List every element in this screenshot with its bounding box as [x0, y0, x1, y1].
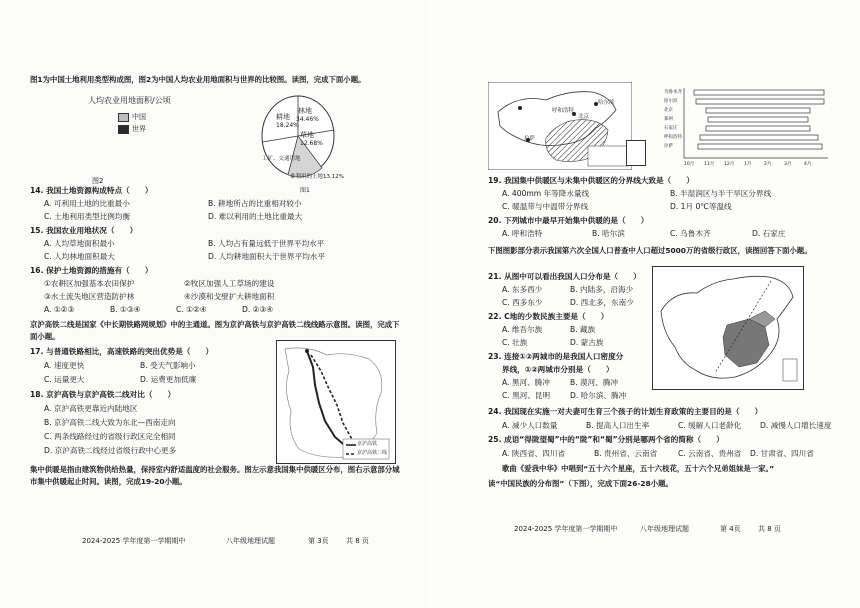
- q18-option-c[interactable]: C. 两条线路经过的省级行政区完全相同: [44, 432, 176, 441]
- q24-option-d[interactable]: D. 减慢人口增长速度: [760, 421, 832, 430]
- population-map-drawing: [653, 267, 803, 389]
- q23-option-a[interactable]: A. 黑河、腾冲: [502, 378, 550, 387]
- legend-label-china: 中国: [132, 113, 146, 121]
- map-legend-line-2: 京沪高铁二线: [357, 450, 388, 456]
- legend-world: [118, 124, 146, 134]
- q24-option-b[interactable]: B. 提高人口出生率: [586, 421, 650, 430]
- q23-stem-line-1: 23. 连接①②两城市的是我国人口密度分: [488, 352, 624, 361]
- q21-stem: 21. 从图中可以看出我国人口分布是（ ）: [488, 272, 641, 281]
- q25-option-c[interactable]: C. 云南省、贵州省: [678, 449, 742, 458]
- heating-axis-3: 12月: [724, 162, 735, 167]
- q23-option-c[interactable]: C. 黑河、昆明: [502, 391, 551, 400]
- q19-stem: 19. 我国集中供暖区与未集中供暖区的分界线大致是（ ）: [488, 176, 694, 185]
- map-legend-line-1: 京沪高铁: [357, 441, 378, 447]
- q25-stem: 25. 成语“得陇望蜀”中的“陇”和“蜀”分别是哪两个省的简称（ ）: [488, 435, 724, 444]
- pie-label-farmland: 耕地: [276, 113, 290, 121]
- map-label-harbin: 哈尔滨: [598, 100, 615, 106]
- heating-city-4: 郑州: [664, 117, 673, 122]
- q22-stem: 22. C地的少数民族主要是（ ）: [488, 312, 609, 321]
- heating-city-7: 拉萨: [664, 144, 673, 149]
- page3-intro-2: 京沪高铁二线是国家《中长期铁路网规划》中的主通道。图为京沪高铁与京沪高铁二线线路示意图。读图，完成下面小题。: [30, 320, 400, 341]
- heating-period-chart: [662, 84, 832, 172]
- footer-subject: 八年级地理试题: [226, 537, 275, 545]
- q17-option-b[interactable]: B. 受天气影响小: [140, 361, 196, 370]
- q14-stem: 14. 我国土地资源构成特点（ ）: [30, 186, 153, 195]
- q19-option-a[interactable]: A. 400mm 年等降水量线: [502, 189, 590, 198]
- legend-swatch-china: [118, 113, 129, 122]
- heating-city-6: 呼和浩特: [664, 135, 682, 140]
- q16-item-4: ④沙漠和戈壁扩大耕地面积: [184, 292, 275, 301]
- map-label-beijing: 北京: [578, 114, 590, 120]
- footer-total: 共 8 页: [758, 525, 781, 533]
- q21-option-c[interactable]: C. 西多东少: [502, 298, 543, 307]
- q14-option-b[interactable]: B. 耕地所占的比重相对较小: [208, 199, 302, 208]
- population-map: [652, 266, 804, 390]
- heating-axis-7: 4月: [804, 162, 812, 167]
- song-intro: 歌曲《爱我中华》中唱到“五十六个星座，五十六枝花，五十六个兄弟姐妹是一家。”: [502, 464, 775, 473]
- q14-option-d[interactable]: D. 难以利用的土地比重最大: [208, 212, 303, 221]
- heating-axis-4: 1月: [744, 162, 752, 167]
- legend-label-world: 世界: [132, 125, 146, 133]
- railway-map: [276, 340, 396, 464]
- q15-option-b[interactable]: B. 人均占有量远低于世界平均水平: [208, 239, 325, 248]
- q22-option-b[interactable]: B. 藏族: [570, 325, 596, 334]
- heating-city-5: 石家庄: [664, 126, 678, 131]
- q16-option-b[interactable]: B. ①③④: [110, 305, 141, 314]
- q15-option-a[interactable]: A. 人均草地面积最小: [44, 239, 115, 248]
- q21-option-d[interactable]: D. 西北多，东南少: [570, 298, 634, 307]
- song-intro-2: 读“中国民族的分布图”（下图），完成下面26-28小题。: [488, 479, 673, 488]
- page4-intro: 下图图影部分表示我国第六次全国人口普查中人口超过5000万的省级行政区，读图回答下面小题。: [488, 246, 812, 255]
- pie-label-forest: 林地: [298, 107, 312, 115]
- footer-page: 第 4页: [720, 525, 741, 533]
- q24-option-c[interactable]: C. 缓解人口老龄化: [678, 421, 742, 430]
- footer-term: 2024-2025 学年度第一学期期中: [514, 525, 618, 533]
- q22-option-a[interactable]: A. 维吾尔族: [502, 325, 543, 334]
- page3-intro-3: 集中供暖是指由建筑物供给热量，保持室内舒适温度的社会服务。图左示意我国集中供暖区分布，图右示意部分城市集中供暖起止时间。读图，完成19-20小题。: [30, 465, 400, 486]
- q22-option-c[interactable]: C. 壮族: [502, 338, 528, 347]
- q16-option-d[interactable]: D. ②③④: [242, 305, 274, 314]
- heating-axis-5: 2月: [764, 162, 772, 167]
- q20-stem: 20. 下列城市中最早开始集中供暖的是（ ）: [488, 216, 649, 225]
- q19-option-b[interactable]: B. 半湿润区与半干旱区分界线: [670, 189, 772, 198]
- heating-axis-6: 3月: [784, 162, 792, 167]
- footer-term: 2024-2025 学年度第一学期期中: [82, 537, 186, 545]
- legend-china: [118, 112, 146, 122]
- heating-city-2: 哈尔滨: [664, 99, 678, 104]
- q20-option-c[interactable]: C. 乌鲁木齐: [670, 229, 711, 238]
- footer-page: 第 3页: [308, 537, 329, 545]
- q25-option-d[interactable]: D. 甘肃省、四川省: [750, 449, 814, 458]
- q19-option-d[interactable]: D. 1月 0℃等温线: [670, 202, 732, 211]
- pie-value-farmland: 18.24%: [276, 122, 299, 129]
- q25-option-a[interactable]: A. 陕西省、四川省: [502, 449, 566, 458]
- q20-option-d[interactable]: D. 石家庄: [752, 229, 786, 238]
- q20-option-a[interactable]: A. 呼和浩特: [502, 229, 543, 238]
- q14-option-c[interactable]: C. 土地利用类型比例均衡: [44, 212, 131, 221]
- pie-note-industrial: 工矿、交通用地: [262, 156, 301, 162]
- railway-map-drawing: [277, 341, 395, 463]
- pie-value-grass: 12.68%: [300, 140, 323, 147]
- q16-stem: 16. 保护土地资源的措施有（ ）: [30, 266, 153, 275]
- q17-option-d[interactable]: D. 运费更加低廉: [140, 375, 197, 384]
- q18-option-b[interactable]: B. 京沪高铁二线大致为东北—西南走向: [44, 418, 176, 427]
- q17-option-a[interactable]: A. 速度更快: [44, 361, 85, 370]
- q18-option-d[interactable]: D. 京沪高铁二线经过省级行政中心更多: [44, 446, 177, 455]
- q16-option-c[interactable]: C. ①②④: [176, 305, 207, 314]
- q24-stem: 24. 我国现在实施一对夫妻可生育三个孩子的计划生育政策的主要目的是（ ）: [488, 407, 763, 416]
- chart-title: 人均农业用地面积/公顷: [88, 96, 171, 105]
- heating-city-3: 北京: [664, 108, 673, 113]
- pie-note-unusable: 难利用的土地13.12%: [290, 174, 344, 180]
- footer-total: 共 8 页: [346, 537, 369, 545]
- q18-stem: 18. 京沪高铁与京沪高铁二线对比（ ）: [30, 390, 176, 399]
- pie-label-grass: 草地: [300, 131, 314, 139]
- exam-page-4: [430, 0, 860, 608]
- q15-option-d[interactable]: D. 人均耕地面积大于世界平均水平: [208, 252, 325, 261]
- q15-stem: 15. 我国农业用地状况（ ）: [30, 226, 138, 235]
- q16-item-3: ③水土流失地区营造防护林: [44, 292, 135, 301]
- figure-label-1: 图1: [300, 187, 310, 194]
- south-sea-inset: [626, 140, 646, 166]
- q17-option-c[interactable]: C. 运量更大: [44, 375, 85, 384]
- heating-zone-map: [488, 82, 632, 170]
- q19-option-c[interactable]: C. 暖温带与中温带分界线: [502, 202, 589, 211]
- map-label-hohhot: 呼和浩特: [552, 108, 575, 114]
- map-label-lhasa: 拉萨: [524, 136, 536, 142]
- q15-option-c[interactable]: C. 人均林地面积最大: [44, 252, 115, 261]
- q22-option-d[interactable]: D. 蒙古族: [570, 338, 604, 347]
- heating-city-1: 乌鲁木齐: [664, 90, 682, 95]
- q17-stem: 17. 与普通铁路相比，高速铁路的突出优势是（ ）: [30, 347, 214, 356]
- q20-option-b[interactable]: B. 哈尔滨: [592, 229, 625, 238]
- pie-value-forest: 34.46%: [296, 116, 319, 123]
- q23-option-b[interactable]: B. 漠河、腾冲: [570, 378, 619, 387]
- q23-option-d[interactable]: D. 哈尔滨、腾冲: [570, 391, 627, 400]
- heating-axis-1: 10月: [684, 162, 695, 167]
- heating-axis-2: 11月: [704, 162, 715, 167]
- q21-option-b[interactable]: B. 内陆多，沿海少: [570, 285, 634, 294]
- q16-item-1: ①农耕区加强基本农田保护: [44, 279, 135, 288]
- q23-stem-line-2: 界线，①②两城市分别是（ ）: [502, 365, 614, 374]
- q16-option-a[interactable]: A. ①②③: [44, 305, 75, 314]
- q24-option-a[interactable]: A. 减少人口数量: [502, 421, 558, 430]
- q16-item-2: ②牧区加强人工草场的建设: [184, 279, 275, 288]
- q21-option-a[interactable]: A. 东多西少: [502, 285, 543, 294]
- q14-option-a[interactable]: A. 可利用土地的比重最小: [44, 199, 130, 208]
- page3-intro: 图1为中国土地利用类型构成图，图2为中国人均农业用地面积与世界的比较图。读图，完成下面小题。: [30, 75, 366, 84]
- q25-option-b[interactable]: B. 贵州省、云南省: [594, 449, 658, 458]
- footer-subject: 八年级地理试题: [640, 525, 689, 533]
- figure-label-2: 图2: [92, 177, 104, 185]
- heating-map-drawing: [488, 82, 632, 170]
- legend-swatch-world: [118, 125, 129, 134]
- q18-option-a[interactable]: A. 京沪高铁更靠近内陆地区: [44, 404, 138, 413]
